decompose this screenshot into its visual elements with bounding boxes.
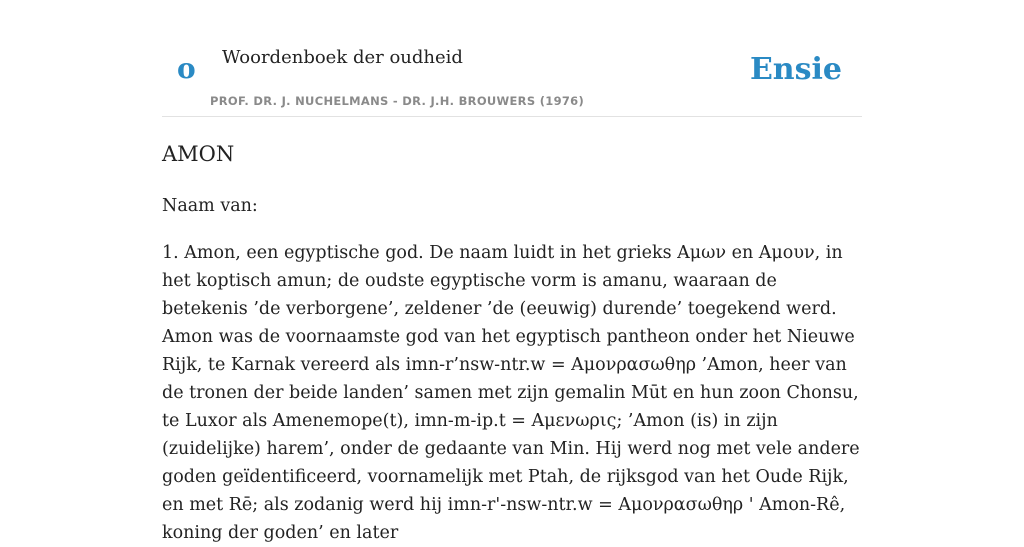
logo-letter-icon[interactable]: o xyxy=(177,52,196,85)
entry-title: AMON xyxy=(162,142,235,166)
book-title[interactable]: Woordenboek der oudheid xyxy=(222,47,463,68)
site-header xyxy=(162,0,862,117)
ensie-logo[interactable]: Ensie xyxy=(749,52,842,87)
entry-intro: Naam van: xyxy=(162,196,258,216)
book-authors: PROF. DR. J. NUCHELMANS - DR. J.H. BROUWERS (1976) xyxy=(210,94,585,108)
article-content xyxy=(162,136,866,547)
entry-paragraph-1: 1. Amon, een egyptische god. De naam luidt in het grieks Αμων en Αμουν, in het koptisch amun; de oudste egyptische vorm is amanu, waaraan de betekenis ’de verborgene’, zeldener ’de (eeuwig) durende’ toegekend werd. Amon was de voornaamste god van het egyptisch pantheon onder het Nieuwe Rijk, te Karnak vereerd als imn-r’nsw-ntr.w = Αμονρασωθηρ ’Amon, heer van de tronen der beide landen’ samen met zijn gemalin Mūt en hun zoon Chonsu, te Luxor als Amenemope(t), imn-m-ip.t = Αμενωρις; ’Amon (is) in zijn (zuidelijke) harem’, onder de gedaante van Min. Hij werd nog met vele andere goden geïdentificeerd, voornamelijk met Ptah, de rijksgod van het Oude Rijk, en met Rē; als zodanig werd hij imn-r'-nsw-ntr.w = Αμονρασωθηρ ' Amon-Rê, koning der goden’ en later xyxy=(162,243,860,543)
